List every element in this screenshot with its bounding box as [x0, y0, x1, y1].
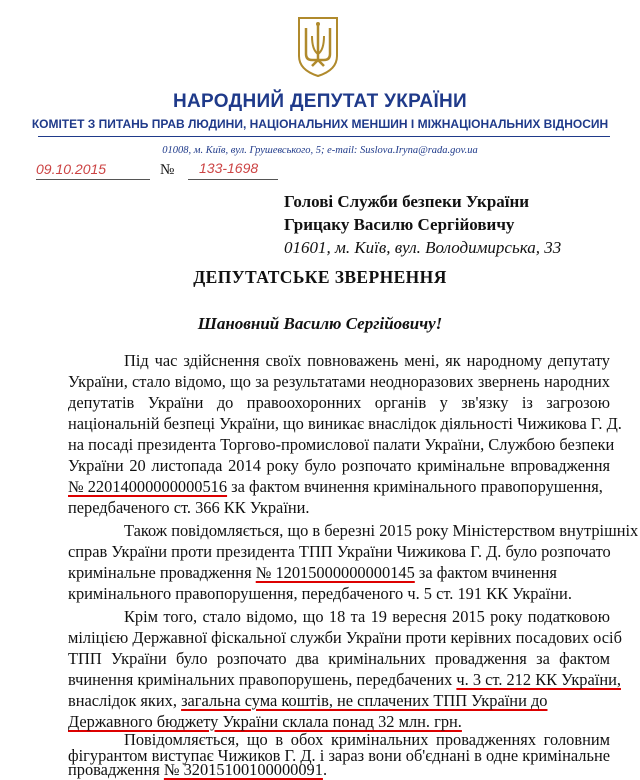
body-line: України, стало відомо, що за результатами неодноразових звернень народних	[68, 372, 610, 391]
letterhead-title: НАРОДНИЙ ДЕПУТАТ УКРАЇНИ	[173, 91, 467, 112]
body-line: Повідомляється, що в обох кримінальних провадженнях головним	[124, 730, 610, 749]
number-underline	[188, 179, 278, 180]
addressee-position: Голові Служби безпеки України	[284, 192, 530, 211]
registration-number-label: №	[160, 162, 175, 178]
article-highlight: ч. 3 ст. 212 КК України,	[456, 670, 621, 689]
body-line	[68, 563, 557, 583]
body-line: Крім того, стало відомо, що 18 та 19 вересня 2015 року податковою	[124, 607, 610, 626]
coat-of-arms-icon	[296, 16, 340, 78]
body-text: за фактом вчинення	[414, 563, 557, 582]
document-title: ДЕПУТАТСЬКЕ ЗВЕРНЕННЯ	[193, 267, 447, 287]
body-line	[68, 691, 547, 711]
body-line: справ України проти президента ТПП України Чижикова Г. Д. було розпочато	[68, 542, 611, 561]
case-number-highlight: № 22014000000000516	[68, 477, 228, 496]
body-line: Також повідомляється, що в березні 2015 року Міністерством внутрішніх	[124, 521, 639, 540]
letterhead-address: 01008, м. Київ, вул. Грушевського, 5; e-mail: Suslova.Iryna@rada.gov.ua	[162, 145, 478, 156]
body-line: депутатів України до правоохоронних органів у зв'язку із загрозою	[68, 393, 610, 412]
body-text: кримінальне провадження	[68, 563, 256, 582]
body-line: на посаді президента Торгово-промислової палати України, Службою безпеки	[68, 435, 615, 454]
date-underline	[36, 179, 150, 180]
body-text: за фактом вчинення кримінального правопорушення,	[227, 477, 603, 496]
body-line: ТПП України було розпочато два кримінальних провадження за фактом	[68, 649, 610, 668]
addressee-name: Грицаку Василю Сергійовичу	[284, 215, 515, 234]
body-line	[68, 670, 621, 690]
registration-date: 09.10.2015	[36, 161, 107, 177]
body-text: .	[322, 760, 328, 779]
greeting: Шановний Василю Сергійовичу!	[197, 314, 443, 333]
registration-number: 133-1698	[199, 160, 259, 176]
body-line: національній безпеці України, що виникає внаслідок діяльності Чижикова Г. Д.	[68, 414, 622, 433]
body-line: України 20 листопада 2014 року було розпочато кримінальне впровадження	[68, 456, 610, 475]
body-line: кримінального правопорушення, передбаченого ч. 5 ст. 191 КК України.	[68, 584, 572, 603]
amount-highlight: загальна сума коштів, не сплачених ТПП України до	[181, 691, 548, 710]
case-number-highlight: № 32015100100000091	[163, 760, 323, 779]
body-text: внаслідок яких,	[68, 691, 182, 710]
body-line: передбаченого ст. 366 КК України.	[68, 498, 310, 517]
body-line: фігурантом виступає Чижиков Г. Д. і зараз вони об'єднані в одне кримінальне	[68, 746, 610, 765]
body-text: провадження	[68, 760, 164, 779]
body-line	[68, 712, 462, 732]
body-text: вчинення кримінальних правопорушень, передбачених	[68, 670, 457, 689]
letterhead-divider	[38, 136, 610, 137]
body-line	[68, 477, 603, 497]
body-line	[68, 760, 327, 780]
amount-highlight: Державного бюджету України склала понад 32 млн. грн.	[68, 712, 462, 731]
body-line: міліцією Державної фіскальної служби України проти керівних посадових осіб	[68, 628, 622, 647]
addressee-address: 01601, м. Київ, вул. Володимирська, 33	[284, 238, 562, 257]
committee-name: КОМІТЕТ З ПИТАНЬ ПРАВ ЛЮДИНИ, НАЦІОНАЛЬНИХ МЕНШИН І МІЖНАЦІОНАЛЬНИХ ВІДНОСИН	[31, 117, 609, 131]
case-number-highlight: № 12015000000000145	[255, 563, 415, 582]
body-line: Під час здійснення своїх повноважень мені, як народному депутату	[124, 351, 610, 370]
